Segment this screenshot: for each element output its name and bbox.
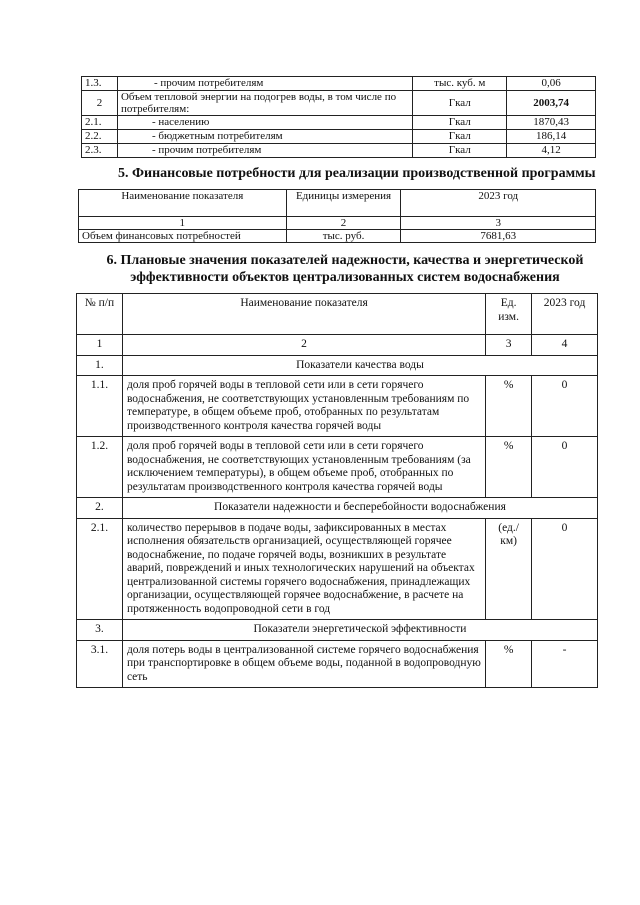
row-name: Объем тепловой энергии на подогрев воды, в том числе по потребителям:: [117, 91, 412, 116]
column-index: 3: [486, 335, 532, 356]
row-number: 2.1.: [77, 518, 123, 620]
table-row: [82, 91, 596, 116]
table-row: [79, 230, 596, 243]
row-name: количество перерывов в подаче воды, зафиксированных в местах исполнения обязательств организацией, осуществляющей горячее водоснабжение, по подаче горячей воды, возникших в результате аварий, повреждений и иных технологических нарушений на объектах централизованной системы горячего водоснабжения, принадлежащих организации, осуществляющей горячее водоснабжение, в расчете на протяженность водопроводной сети в год: [122, 518, 485, 620]
table-row: [82, 144, 596, 158]
row-name: Объем финансовых потребностей: [79, 230, 287, 243]
table-index-row: [77, 335, 598, 356]
row-number: 1.2.: [77, 437, 123, 498]
column-index: 2: [122, 335, 485, 356]
row-value: 1870,43: [507, 116, 596, 130]
row-value: 4,12: [507, 144, 596, 158]
row-value: 0: [532, 518, 598, 620]
row-unit: (ед./км): [486, 518, 532, 620]
row-name: - населению: [117, 116, 412, 130]
column-index: 2: [286, 217, 401, 230]
section-number: 2.: [77, 498, 123, 519]
column-header: Ед. изм.: [486, 294, 532, 335]
row-number: 1.3.: [82, 77, 118, 91]
column-header: № п/п: [77, 294, 123, 335]
row-unit: %: [486, 376, 532, 437]
section-title: Показатели энергетической эффективности: [122, 620, 597, 641]
section-5-heading: 5. Финансовые потребности для реализации производственной программы: [118, 166, 596, 181]
table-row: [77, 376, 598, 437]
row-value: 2003,74: [507, 91, 596, 116]
row-value: 0: [532, 437, 598, 498]
row-name: - прочим потребителям: [117, 77, 412, 91]
row-value: 7681,63: [401, 230, 596, 243]
row-value: -: [532, 640, 598, 688]
section-row: [77, 498, 598, 519]
row-value: 0,06: [507, 77, 596, 91]
row-name: - бюджетным потребителям: [117, 130, 412, 144]
row-value: 0: [532, 376, 598, 437]
reliability-indicators-table: [76, 293, 598, 688]
column-index: 1: [79, 217, 287, 230]
section-number: 3.: [77, 620, 123, 641]
column-header: Единицы измерения: [286, 190, 401, 217]
row-name: - прочим потребителям: [117, 144, 412, 158]
section-title: Показатели качества воды: [122, 355, 597, 376]
row-unit: Гкал: [413, 130, 507, 144]
column-header: 2023 год: [401, 190, 596, 217]
section-6-heading: 6. Плановые значения показателей надежности, качества и энергетической эффективности объектов централизованных систем водоснабжения: [106, 253, 584, 285]
row-name: доля проб горячей воды в тепловой сети или в сети горячего водоснабжения, не соответствующих установленным требованиям (за исключением температуры), в общем объеме проб, отобранных по результатам производственного контроля качества горячей воды: [122, 437, 485, 498]
table-row: [77, 640, 598, 688]
table-row: [77, 518, 598, 620]
column-header: Наименование показателя: [79, 190, 287, 217]
row-name: доля потерь воды в централизованной системе горячего водоснабжения при транспортировке в общем объеме воды, поданной в водопроводную сеть: [122, 640, 485, 688]
column-index: 4: [532, 335, 598, 356]
table-row: [82, 116, 596, 130]
row-number: 2.1.: [82, 116, 118, 130]
row-value: 186,14: [507, 130, 596, 144]
section-title: Показатели надежности и бесперебойности водоснабжения: [122, 498, 597, 519]
table-header-row: [79, 190, 596, 217]
row-number: 2.3.: [82, 144, 118, 158]
row-unit: тыс. руб.: [286, 230, 401, 243]
column-header: Наименование показателя: [122, 294, 485, 335]
row-unit: Гкал: [413, 144, 507, 158]
row-unit: тыс. куб. м: [413, 77, 507, 91]
table-index-row: [79, 217, 596, 230]
row-number: 2.2.: [82, 130, 118, 144]
row-unit: Гкал: [413, 116, 507, 130]
section-row: [77, 620, 598, 641]
column-header: 2023 год: [532, 294, 598, 335]
row-unit: %: [486, 640, 532, 688]
table-row: [82, 77, 596, 91]
row-unit: Гкал: [413, 91, 507, 116]
financial-needs-table: [78, 189, 596, 243]
row-name: доля проб горячей воды в тепловой сети или в сети горячего водоснабжения, не соответствующих установленным требованиям по температуре, в общем объеме проб, отобранных по результатам производственного контроля качества горячей воды: [122, 376, 485, 437]
column-index: 3: [401, 217, 596, 230]
column-index: 1: [77, 335, 123, 356]
row-number: 1.1.: [77, 376, 123, 437]
section-number: 1.: [77, 355, 123, 376]
row-number: 2: [82, 91, 118, 116]
row-unit: %: [486, 437, 532, 498]
section-row: [77, 355, 598, 376]
table-header-row: [77, 294, 598, 335]
water-volume-table: [81, 76, 596, 158]
row-number: 3.1.: [77, 640, 123, 688]
table-row: [77, 437, 598, 498]
table-row: [82, 130, 596, 144]
